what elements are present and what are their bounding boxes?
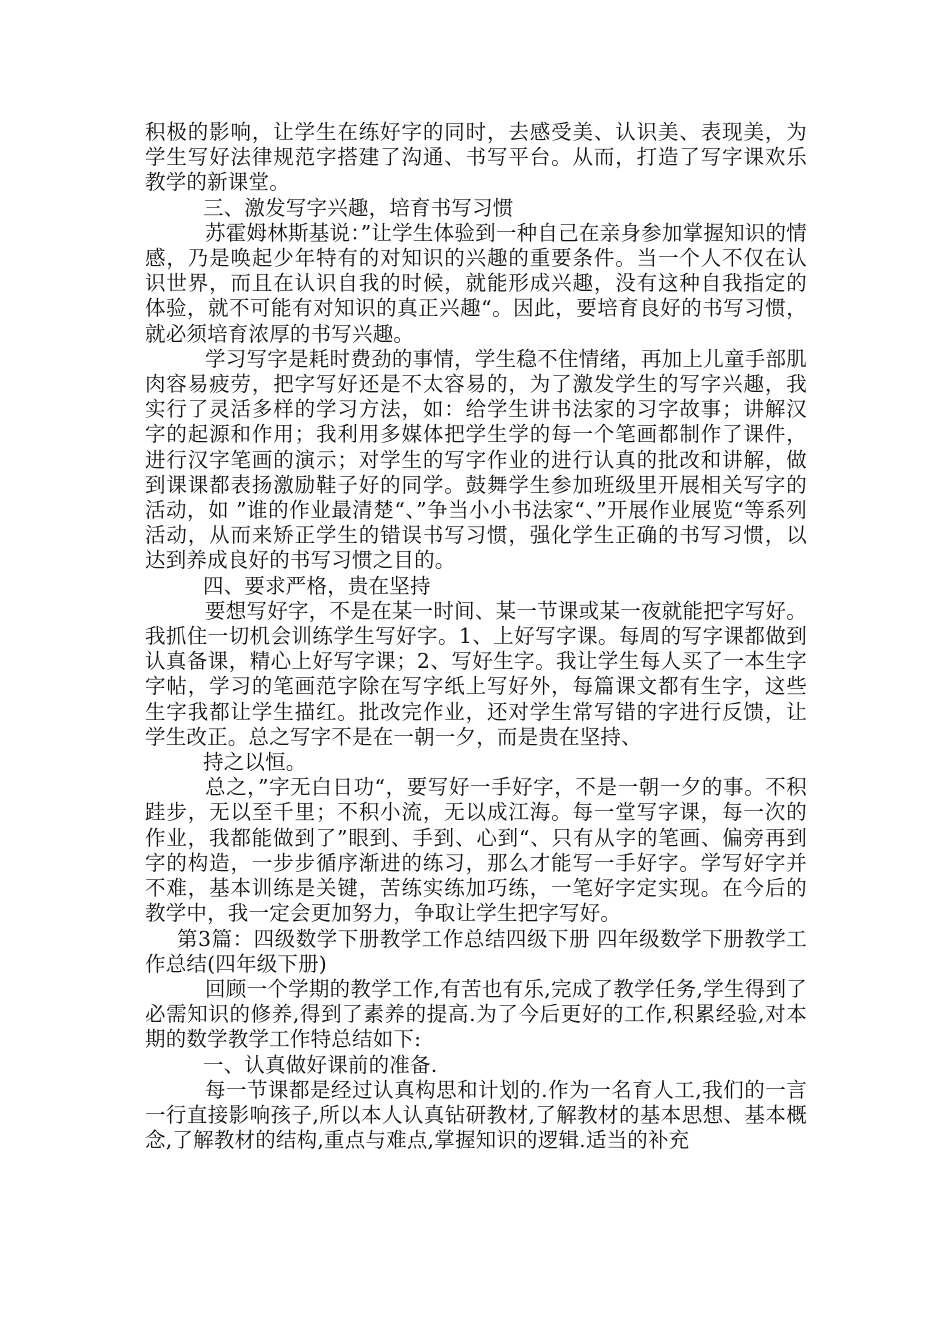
paragraph-2: 苏霍姆林斯基说：”让学生体验到一种自己在亲身参加掌握知识的情感，乃是唤起少年特有的对知识的兴趣的重要条件。当一个人不仅在认识世界，而且在认识自我的时候，就能形成兴趣，没有这种自我指定的体验，就不可能有对知识的真正兴趣“。因此，要培育良好的书写习惯，就必须培育浓厚的书写兴趣。 xyxy=(145,220,807,346)
section-heading-1: 一、认真做好课前的准备. xyxy=(203,1052,438,1077)
paragraph-1: 积极的影响，让学生在练好字的同时，去感受美、认识美、表现美，为学生写好法律规范字搭建了沟通、书写平台。从而，打造了写字课欢乐教学的新课堂。 xyxy=(145,120,807,195)
paragraph-7: 回顾一个学期的教学工作,有苦也有乐,完成了教学任务,学生得到了必需知识的修养,得到了素养的提高.为了今后更好的工作,积累经验,对本期的数学教学工作特总结如下: xyxy=(145,976,807,1052)
chapter-title: 第3篇：四级数学下册教学工作总结四级下册 四年级数学下册教学工作总结(四年级下册) xyxy=(145,926,807,976)
paragraph-6: 总之，”字无白日功“，要写好一手好字，不是一朝一夕的事。不积跬步，无以至千里；不积小流，无以成江海。每一堂写字课，每一次的作业，我都能做到了”眼到、手到、心到“、只有从字的笔画、偏旁再到字的构造，一步步循序渐进的练习，那么才能写一手好字。学写好字并不难，基本训练是关键，苦练实练加巧练，一笔好字定实现。在今后的教学中，我一定会更加努力，争取让学生把字写好。 xyxy=(145,775,807,926)
paragraph-5: 持之以恒。 xyxy=(203,750,307,775)
section-heading-4: 四、要求严格，贵在坚持 xyxy=(203,573,431,598)
paragraph-8: 每一节课都是经过认真构思和计划的.作为一名育人工,我们的一言一行直接影响孩子,所以本人认真钻研教材,了解教材的基本思想、基本概念,了解教材的结构,重点与难点,掌握知识的逻辑.适当的补充 xyxy=(145,1077,807,1153)
document-page xyxy=(145,120,807,1153)
section-heading-3: 三、激发写字兴趣，培育书写习惯 xyxy=(203,195,514,220)
paragraph-3: 学习写字是耗时费劲的事情，学生稳不住情绪，再加上儿童手部肌肉容易疲劳，把字写好还是不太容易的，为了激发学生的写字兴趣，我实行了灵活多样的学习方法，如：给学生讲书法家的习字故事；讲解汉字的起源和作用；我利用多媒体把学生学的每一个笔画都制作了课件，进行汉字笔画的演示；对学生的写字作业的进行认真的批改和讲解，做到课课都表扬激励鞋子好的同学。鼓舞学生参加班级里开展相关写字的活动，如 ”谁的作业最清楚“、”争当小小书法家“、”开展作业展览“等系列活动，从而来矫正学生的错误书写习惯，强化学生正确的书写习惯，以达到养成良好的书写习惯之目的。 xyxy=(145,346,807,573)
paragraph-4: 要想写好字，不是在某一时间、某一节课或某一夜就能把字写好。我抓住一切机会训练学生写好字。1、上好写字课。每周的写字课都做到认真备课，精心上好写字课；2、写好生字。我让学生每人买了一本生字字帖，学习的笔画范字除在写字纸上写好外，每篇课文都有生字，这些生字我都让学生描红。批改完作业，还对学生常写错的字进行反馈，让学生改正。总之写字不是在一朝一夕，而是贵在坚持、 xyxy=(145,598,807,749)
